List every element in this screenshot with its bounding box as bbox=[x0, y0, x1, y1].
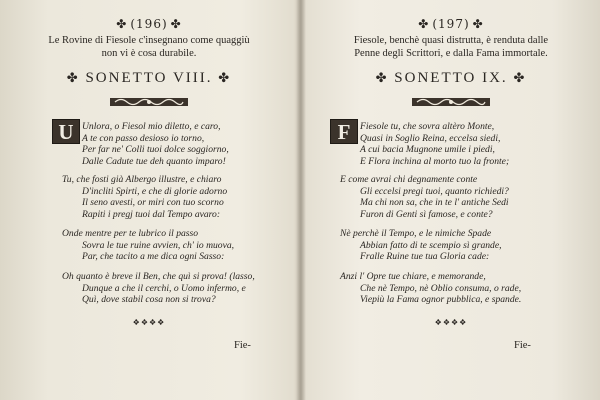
separator-ornament-icon: ❖❖❖❖ bbox=[434, 318, 468, 327]
page-number-value: 196 bbox=[136, 17, 162, 31]
verse-line: E come avrai chi degnamente conte bbox=[340, 174, 478, 185]
separator-ornament-icon: ❖❖❖❖ bbox=[132, 318, 166, 327]
drop-cap: U bbox=[52, 119, 80, 144]
verse-line: Quì, dove stabil cosa non si trova? bbox=[82, 294, 216, 306]
verse-line: Unlora, o Fiesol mio diletto, e caro, bbox=[82, 121, 221, 132]
verse-line: Che nè Tempo, nè Oblio consuma, o rade, bbox=[360, 282, 522, 294]
verse-line: Furon di Genti sì famose, e conte? bbox=[360, 208, 493, 220]
verse-line: Dalle Cadute tue deh quanto imparo! bbox=[82, 155, 226, 167]
ornamental-band-icon bbox=[109, 96, 189, 108]
left-page bbox=[0, 0, 298, 400]
sonnet-heading-label: SONETTO IX. bbox=[394, 70, 508, 86]
fleuron-icon: ✤ bbox=[375, 70, 389, 85]
stanza bbox=[62, 228, 234, 263]
verse-line: Rapiti i pregj tuoi dal Tempo avaro: bbox=[82, 208, 221, 220]
drop-cap: F bbox=[330, 119, 358, 144]
verse-line: A cui bacia Mugnone umile i piedi, bbox=[360, 144, 495, 156]
sonnet-heading-label: SONETTO VIII. bbox=[85, 70, 213, 86]
verse-line: Per far ne' Colli tuoi dolce soggiorno, bbox=[82, 144, 229, 156]
title-line: Le Rovine di Fiesole c'insegnano come quaggiù bbox=[48, 35, 250, 46]
stanza bbox=[62, 271, 255, 306]
fleuron-icon: ✤ bbox=[218, 70, 232, 85]
title-line: Penne degli Scrittori, e dalla Fama immortale. bbox=[354, 48, 548, 59]
verse-line: Par, che tacito a me dica ogni Sasso: bbox=[82, 251, 225, 263]
verse-line: Il seno avesti, or miri con tuo scorno bbox=[82, 197, 224, 209]
sonnet-heading bbox=[302, 70, 600, 87]
fleuron-icon: ✤ bbox=[513, 70, 527, 85]
verse-line: Onde mentre per te lubrico il passo bbox=[62, 228, 199, 239]
stanza bbox=[82, 121, 229, 167]
verse-line: Abbian fatto di te scempio sì grande, bbox=[360, 239, 502, 251]
verse-line: Fiesole tu, che sovra altèro Monte, bbox=[360, 121, 495, 132]
catchword: Fie- bbox=[514, 340, 531, 351]
verse-line: Fralle Ruine tue tua Gloria cade: bbox=[360, 251, 490, 263]
verse-line: A te con passo desioso io torno, bbox=[82, 132, 205, 144]
fleuron-icon: ✤ bbox=[472, 17, 484, 31]
fleuron-icon: ✤ bbox=[66, 70, 80, 85]
page-title bbox=[302, 34, 600, 60]
stanza bbox=[340, 174, 509, 220]
title-line: Fiesole, benchè quasi distrutta, è renduta dalle bbox=[353, 35, 549, 46]
stanza bbox=[340, 228, 502, 263]
page-number: ✤ (196) ✤ bbox=[116, 17, 182, 31]
stanza bbox=[360, 121, 509, 167]
verse-line: Ma chi non sa, che in te l' antiche Sedi bbox=[360, 197, 509, 209]
sonnet-heading bbox=[0, 70, 298, 87]
verse-line: D'incliti Spirti, e che di glorie adorno bbox=[82, 185, 228, 197]
verse-line: Oh quanto è breve il Ben, che quì si prova! (lasso, bbox=[62, 271, 255, 282]
verse-line: Dunque a che il cerchi, o Uomo infermo, e bbox=[82, 282, 246, 294]
catchword: Fie- bbox=[234, 340, 251, 351]
right-page bbox=[302, 0, 600, 400]
stanza bbox=[340, 271, 521, 306]
page-number-value: 197 bbox=[438, 17, 464, 31]
verse-line: Sovra le tue ruine avvien, ch' io muova, bbox=[82, 239, 235, 251]
verse-line: Viepiù la Fama ognor pubblica, e spande. bbox=[360, 294, 522, 306]
stanza bbox=[62, 174, 227, 220]
page-number: ✤ (197) ✤ bbox=[418, 17, 484, 31]
fleuron-icon: ✤ bbox=[170, 17, 182, 31]
verse-line: Nè perchè il Tempo, e le nimiche Spade bbox=[340, 228, 492, 239]
verse-line: E Flora inchina al morto tuo la fronte; bbox=[360, 155, 510, 167]
verse-line: Anzi l' Opre tue chiare, e memorande, bbox=[340, 271, 486, 282]
verse-line: Quasi in Soglio Reina, eccelsa siedi, bbox=[360, 132, 501, 144]
verse-line: Tu, che fosti già Albergo illustre, e chiaro bbox=[62, 174, 222, 185]
fleuron-icon: ✤ bbox=[116, 17, 128, 31]
verse-line: Gli eccelsi pregi tuoi, quanto richiedi? bbox=[360, 185, 509, 197]
fleuron-icon: ✤ bbox=[418, 17, 430, 31]
ornamental-band-icon bbox=[411, 96, 491, 108]
page-title bbox=[0, 34, 298, 60]
title-line: non vi è cosa durabile. bbox=[101, 48, 197, 59]
